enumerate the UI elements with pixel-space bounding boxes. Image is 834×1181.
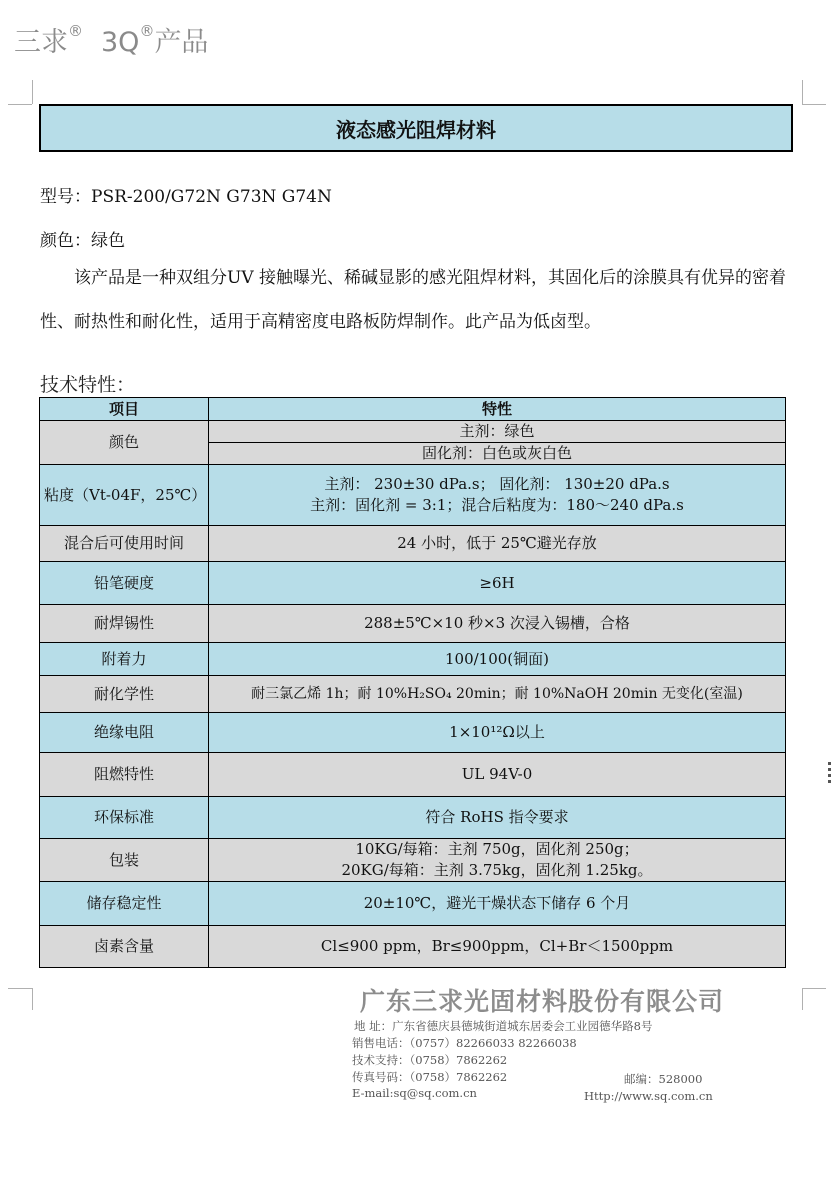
brand-header [14,20,208,59]
model-line: 型号：PSR-200/G72N G73N G74N [40,187,332,207]
row-value [209,465,786,526]
registered-mark-2: ® [139,22,155,40]
row-item: 卤素含量 [40,926,209,968]
row-value: 288±5℃×10 秒×3 次浸入锡槽，合格 [209,605,786,643]
row-value: ≥6H [209,562,786,605]
table-row [40,882,786,926]
color-line: 颜色：绿色 [40,231,125,251]
row-value: 符合 RoHS 指令要求 [209,797,786,839]
company-name: 广东三求光固材料股份有限公司 [360,987,725,1016]
postcode: 邮编：528000 [624,1072,703,1086]
spec-table [39,397,786,968]
row-item: 环保标准 [40,797,209,839]
crop-mark-br-h [802,988,826,989]
crop-mark-tl-v [32,80,33,104]
table-row [40,839,786,882]
table-row [40,676,786,713]
row-item: 包装 [40,839,209,882]
brand-3q: 3Q [101,27,140,58]
row-value-line: 固化剂：白色或灰白色 [209,442,785,464]
row-value-line: 主剂： 230±30 dPa.s； 固化剂： 130±20 dPa.s [324,475,670,493]
table-row [40,562,786,605]
table-header-row [40,398,786,421]
row-value: Cl≤900 ppm，Br≤900ppm，Cl+Br＜1500ppm [209,926,786,968]
document-title: 液态感光阻焊材料 [39,104,793,152]
row-value: 耐三氯乙烯 1h；耐 10%H₂SO₄ 20min；耐 10%NaOH 20min 无变化(室温) [209,676,786,713]
tech-support-phone: 技术支持：（0758）7862262 [352,1053,508,1067]
table-row [40,643,786,676]
crop-mark-br-v [802,988,803,1010]
table-row [40,753,786,797]
row-value [209,839,786,882]
product-description: 该产品是一种双组分UV 接触曝光、稀碱显影的感光阻焊材料，其固化后的涂膜具有优异的密着性、耐热性和耐化性，适用于高精密度电路板防焊制作。此产品为低卤型。 [40,268,787,332]
crop-mark-bl-v [32,988,33,1010]
crop-mark-bl-h [8,988,32,989]
scroll-handle-dots[interactable] [828,762,832,786]
table-row [40,421,786,465]
website: Http://www.sq.com.cn [584,1089,713,1103]
crop-mark-tr-h [802,104,826,105]
row-item: 粘度（Vt-04F，25℃） [40,465,209,526]
brand-product: 产品 [154,27,209,58]
header-property: 特性 [209,398,786,421]
header-item: 项目 [40,398,209,421]
row-item: 颜色 [40,421,209,465]
row-value: 20±10℃，避光干燥状态下储存 6 个月 [209,882,786,926]
row-value-line: 主剂：绿色 [459,422,535,440]
row-value: 24 小时，低于 25℃避光存放 [209,526,786,562]
sales-phone: 销售电话：（0757）82266033 82266038 [352,1036,577,1050]
section-title: 技术特性： [40,374,136,396]
row-item: 耐焊锡性 [40,605,209,643]
row-item: 附着力 [40,643,209,676]
row-value-line: 20KG/每箱：主剂 3.75kg，固化剂 1.25kg。 [341,861,653,879]
row-item: 混合后可使用时间 [40,526,209,562]
company-address: 地 址：广东省德庆县德城街道城东居委会工业园德华路8号 [354,1019,653,1033]
row-value [209,421,786,465]
row-value: 1×10¹²Ω以上 [209,713,786,753]
row-value: 100/100(铜面) [209,643,786,676]
row-value-line: 10KG/每箱：主剂 750g，固化剂 250g； [355,840,639,858]
row-item: 耐化学性 [40,676,209,713]
table-row [40,926,786,968]
crop-mark-tl-h [8,104,32,105]
row-value: UL 94V-0 [209,753,786,797]
brand-name: 三求 [14,27,68,58]
row-item: 储存稳定性 [40,882,209,926]
table-row [40,465,786,526]
email-address: E-mail:sq@sq.com.cn [352,1086,477,1100]
table-row [40,526,786,562]
fax-number: 传真号码：（0758）7862262 [352,1070,508,1084]
row-item: 阻燃特性 [40,753,209,797]
table-row [40,797,786,839]
row-value-line: 主剂：固化剂 = 3:1；混合后粘度为：180～240 dPa.s [310,496,684,514]
crop-mark-tr-v [802,80,803,104]
table-row [40,605,786,643]
registered-mark: ® [68,22,83,40]
table-row [40,713,786,753]
row-item: 铅笔硬度 [40,562,209,605]
row-item: 绝缘电阻 [40,713,209,753]
